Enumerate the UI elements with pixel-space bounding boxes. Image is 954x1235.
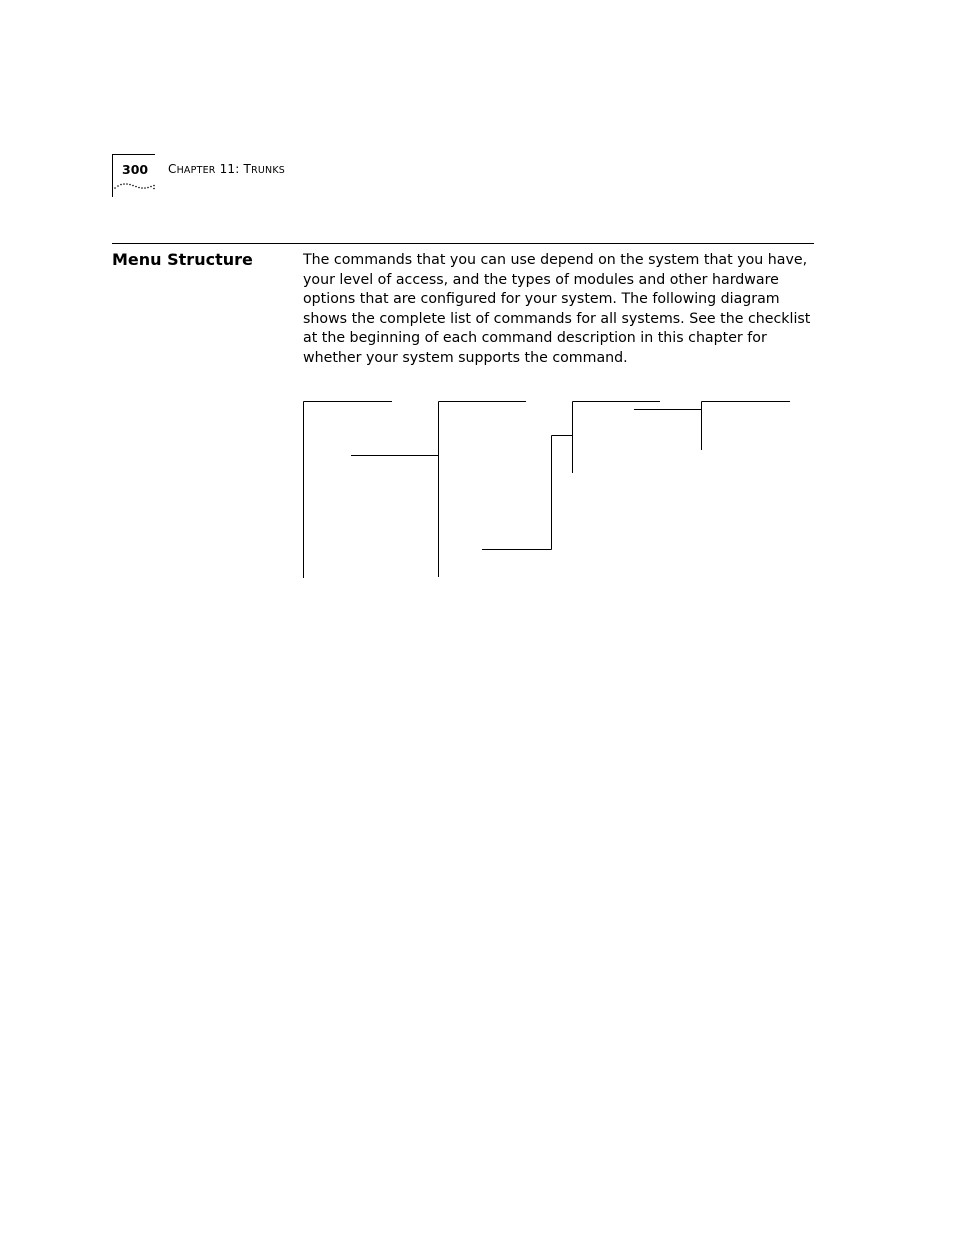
section-paragraph: The commands that you can use depend on the system that you have, your level of access, and the types of modules and other hardware options that are configured for your system. The following diagram shows the complete list of commands for all systems. See the checklist at the beginning of each command description in this chapter for whether your system supports the command. (303, 252, 811, 366)
chapter-label-rest: HAPTER (176, 165, 216, 176)
section-rule (112, 243, 814, 244)
chapter-label-initial: C (168, 162, 177, 176)
page-number: 300 (122, 162, 149, 177)
section-heading: Menu Structure (112, 250, 253, 269)
page-header (112, 154, 312, 198)
menu-structure-diagram (300, 395, 800, 585)
chapter-number: 11: (215, 162, 244, 176)
chapter-name-rest: RUNKS (251, 165, 285, 176)
chapter-title (168, 162, 285, 176)
chapter-name-initial: T (243, 162, 252, 176)
decorative-dots-icon (114, 180, 158, 192)
